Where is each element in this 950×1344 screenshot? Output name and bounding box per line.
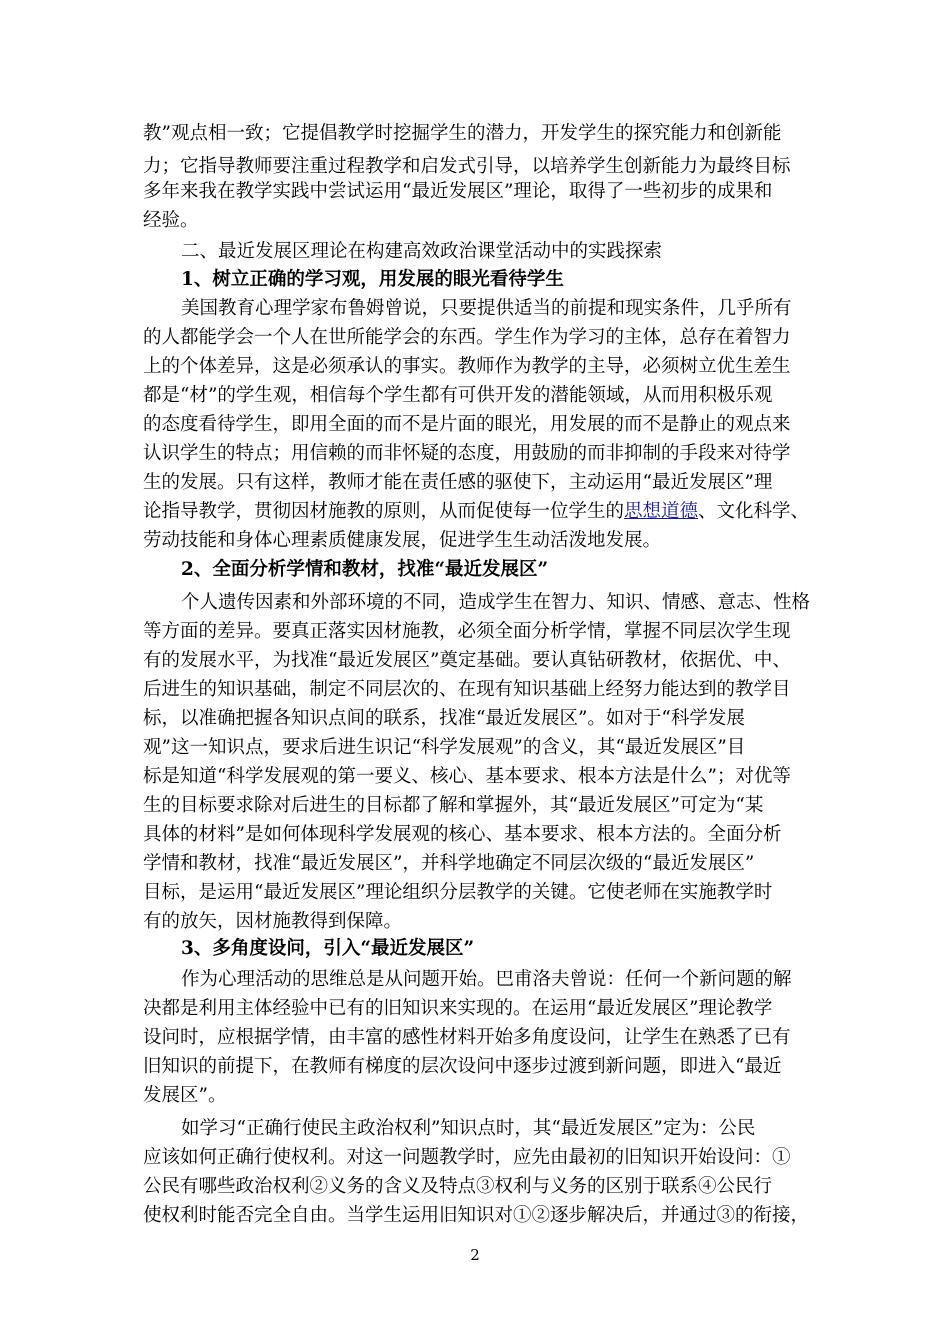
paragraph-line: 个人遗传因素和外部环境的不同，造成学生在智力、知识、情感、意志、性格 [181,592,811,613]
paragraph-line: 上的个体差异，这是必须承认的事实。教师作为教学的主导，必须树立优生差生 [143,356,791,377]
paragraph-line: 后进生的知识基础，制定不同层次的、在现有知识基础上经努力能达到的教学目 [143,679,791,700]
paragraph-line: 决都是利用主体经验中已有的旧知识来实现的。在运用“最近发展区”理论教学 [143,998,773,1019]
paragraph-line: 目标，是运用“最近发展区”理论组织分层教学的关键。它使老师在实施教学时 [143,882,773,903]
paragraph-line: 认识学生的特点；用信赖的而非怀疑的态度，用鼓励的而非抑制的手段来对待学 [143,443,791,464]
paragraph-line: 具体的材料”是如何体现科学发展观的核心、基本要求、根本方法的。全面分析 [143,824,782,845]
paragraph-line: 作为心理活动的思维总是从问题开始。巴甫洛夫曾说：任何一个新问题的解 [181,969,792,990]
paragraph-line: 美国教育心理学家布鲁姆曾说，只要提供适当的前提和现实条件，几乎所有 [181,298,792,319]
paragraph-line: 如学习“正确行使民主政治权利”知识点时，其“最近发展区”定为：公民 [181,1118,756,1139]
paragraph-line: 使权利时能否完全自由。当学生运用旧知识对①②逐步解决后，并通过③的衔接， [143,1205,810,1226]
paragraph-line: 生的目标要求除对后进生的目标都了解和掌握外，其“最近发展区”可定为“某 [143,795,764,816]
paragraph-line: 教”观点相一致；它提倡教学时挖掘学生的潜力，开发学生的探究能力和创新能 [143,123,782,144]
line-text: 、文化科学、 [698,501,810,522]
paragraph-line: 多年来我在教学实践中尝试运用“最近发展区”理论，取得了一些初步的成果和 [143,181,773,202]
paragraph-line: 观”这一知识点，要求后进生识记“科学发展观”的含义，其“最近发展区”目 [143,737,746,758]
paragraph-line: 公民有哪些政治权利②义务的含义及特点③权利与义务的区别于联系④公民行 [143,1176,773,1197]
subsection-heading: 3、多角度设问，引入“最近发展区” [181,938,475,959]
paragraph-line: 的人都能学会一个人在世所能学会的东西。学生作为学习的主体，总存在着智力 [143,327,791,348]
section-heading: 二、最近发展区理论在构建高效政治课堂活动中的实践探索 [181,241,663,262]
paragraph-line: 的态度看待学生，即用全面的而不是片面的眼光，用发展的而不是静止的观点来 [143,414,791,435]
paragraph-line: 有的发展水平，为找准“最近发展区”奠定基础。要认真钻研教材，依据优、中、 [143,650,791,671]
paragraph-line: 劳动技能和身体心理素质健康发展，促进学生生动活泼地发展。 [143,530,662,551]
subsection-heading: 1、树立正确的学习观，用发展的眼光看待学生 [181,269,564,290]
paragraph-line: 应该如何正确行使权利。对这一问题教学时，应先由最初的旧知识开始设问：① [143,1147,791,1168]
hyperlink[interactable]: 思想道德 [624,501,699,522]
paragraph-line: 力；它指导教师要注重过程教学和启发式引导，以培养学生创新能力为最终目标 [143,156,791,177]
page-number: 2 [470,1246,480,1264]
paragraph-line: 有的放矢，因材施教得到保障。 [143,911,403,932]
paragraph-line: 都是“材”的学生观，相信每个学生都有可供开发的潜能领域，从而用积极乐观 [143,385,773,406]
paragraph-line: 设问时，应根据学情，由丰富的感性材料开始多角度设问，让学生在熟悉了已有 [143,1027,791,1048]
subsection-heading: 2、全面分析学情和教材，找准“最近发展区” [181,559,549,580]
paragraph-line: 经验。 [143,210,199,231]
paragraph-line: 旧知识的前提下，在教师有梯度的层次设问中逐步过渡到新问题，即进入“最近 [143,1056,782,1077]
paragraph-line: 标是知道“科学发展观的第一要义、核心、基本要求、根本方法是什么”；对优等 [143,766,791,787]
paragraph-line: 等方面的差异。要真正落实因材施教，必须全面分析学情，掌握不同层次学生现 [143,621,791,642]
paragraph-line: 发展区”。 [143,1085,227,1106]
paragraph-line [143,500,809,524]
paragraph-line: 生的发展。只有这样，教师才能在责任感的驱使下，主动运用“最近发展区”理 [143,472,773,493]
line-text: 论指导教学，贯彻因材施教的原则，从而促使每一位学生的 [143,501,625,522]
paragraph-line: 标，以准确把握各知识点间的联系，找准“最近发展区”。如对于“科学发展 [143,708,745,729]
paragraph-line: 学情和教材，找准“最近发展区”，并科学地确定不同层次级的“最近发展区” [143,853,755,874]
